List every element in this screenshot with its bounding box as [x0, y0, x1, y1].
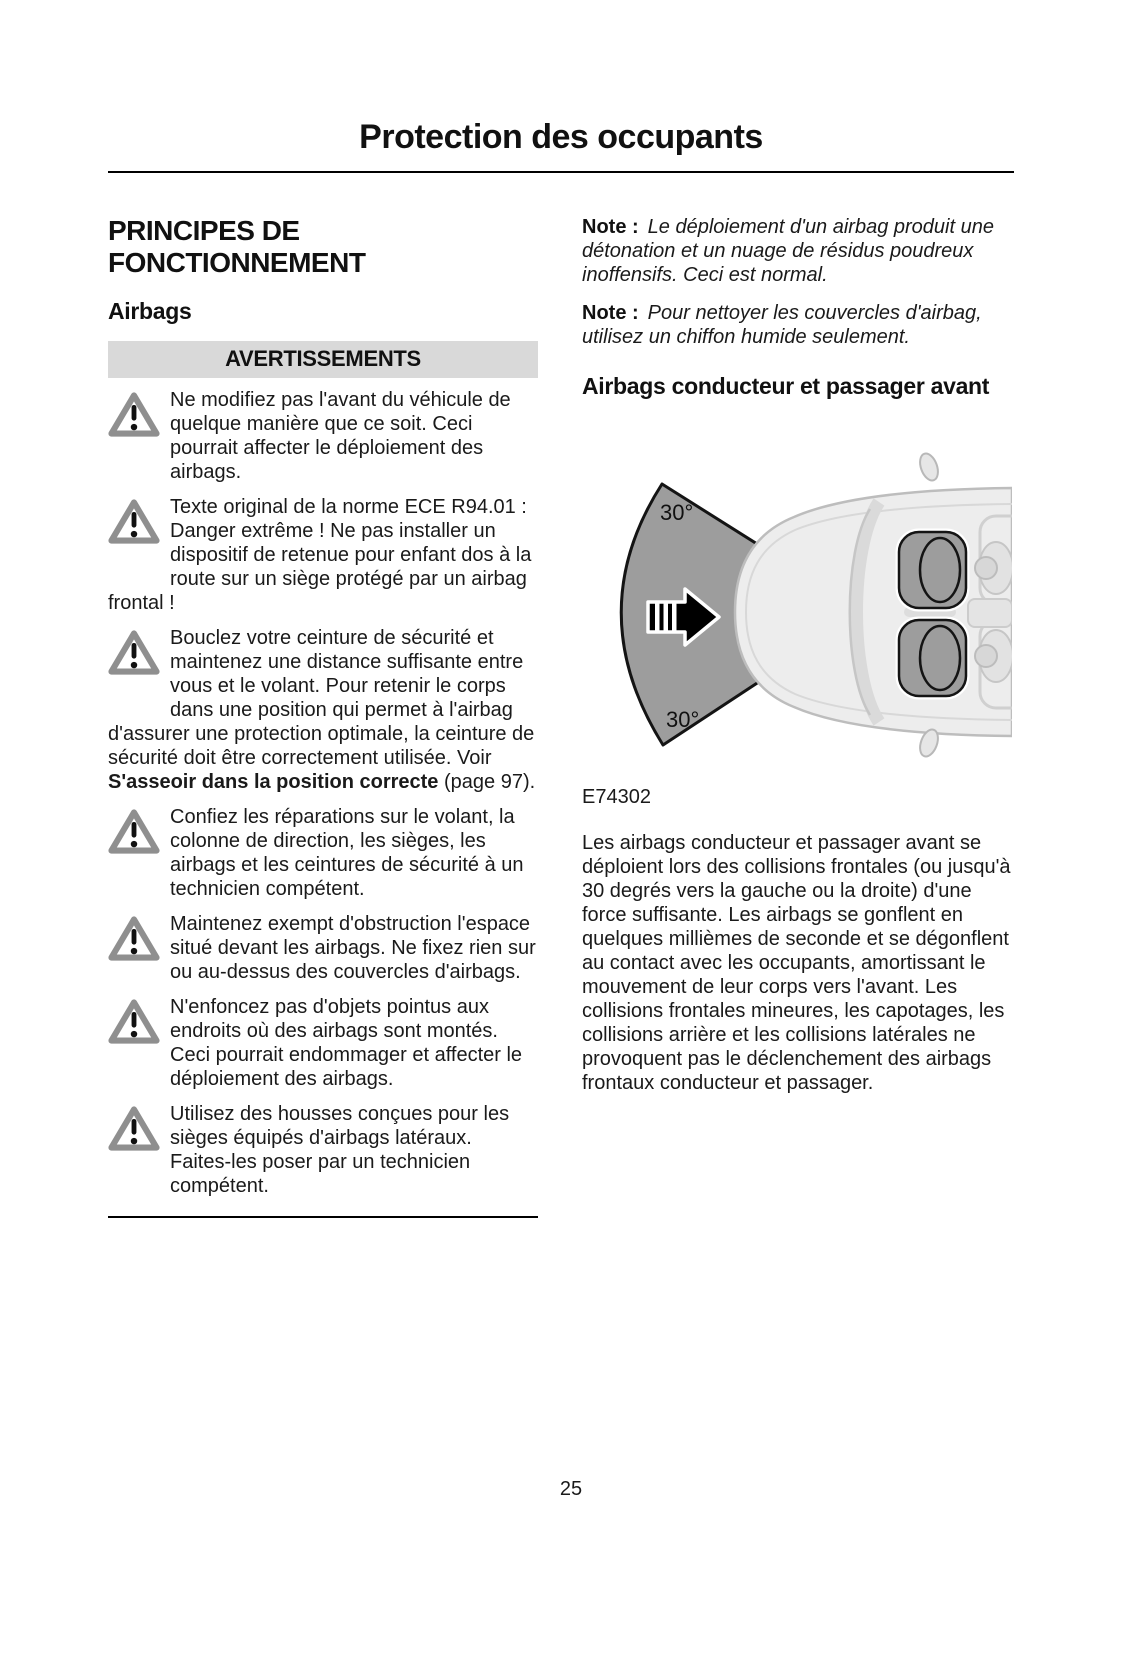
- note-text: Pour nettoyer les couvercles d'airbag, utilisez un chiffon humide seulement.: [582, 302, 982, 348]
- warning-text: Maintenez exempt d'obstruction l'espace situé devant les airbags. Ne fixez rien sur ou au-dessus des couvercles d'airbags.: [170, 912, 536, 983]
- page-title: Protection des occupants: [359, 118, 763, 156]
- warning-text: Confiez les réparations sur le volant, la colonne de direction, les sièges, les airbags et les ceintures de sécurité à un technicien compétent.: [170, 805, 524, 900]
- body-paragraph: Les airbags conducteur et passager avant se déploient lors des collisions frontales (ou jusqu'à 30 degrés vers la gauche ou la droite) d'une force suffisante. Les airbags se gonflent en quelques millièmes de seconde et se dégonflent au contact avec les occupants, amortissant le mouvement de leur corps vers l'avant. Les collisions frontales mineures, les capotages, les collisions arrière et les collisions latérales ne provoquent pas le déclenchement des airbags frontaux conducteur et passager.: [582, 832, 1011, 1095]
- two-column-layout: [108, 215, 1014, 1218]
- occupant-top-head: [975, 557, 997, 579]
- figure-caption: E74302: [582, 786, 651, 809]
- note-item: [582, 301, 1014, 349]
- warning-text: [108, 626, 538, 794]
- warning-item: [108, 388, 538, 484]
- warning-triangle-icon: [108, 915, 162, 985]
- side-mirror-top: [917, 451, 942, 483]
- warning-triangle-icon: [108, 629, 162, 699]
- airbag-deployment-figure: [582, 450, 1014, 809]
- page-number: 25: [559, 1478, 583, 1500]
- note-label: Note :: [582, 302, 639, 324]
- center-console: [968, 599, 1012, 627]
- angle-label-top: 30°: [660, 500, 694, 526]
- cross-reference-bold: S'asseoir dans la position correcte: [108, 770, 439, 793]
- warning-triangle-icon: [108, 391, 162, 461]
- warning-item: [108, 805, 538, 901]
- warning-text-after: (page 97).: [438, 770, 536, 793]
- subsection-heading-front-airbags: Airbags conducteur et passager avant: [582, 373, 990, 399]
- angle-label-bottom: 30°: [666, 707, 700, 733]
- warning-text-before: Bouclez votre ceinture de sécurité et maintenez une distance suffisante entre vous et le volant. Pour retenir le corps dans une position qui permet à l'airbag d'assurer une protection optimale, la ceinture de sécurité doit être correctement utilisée. Voir: [108, 626, 535, 769]
- note-text: Le déploiement d'un airbag produit une détonation et un nuage de résidus poudreux inoffensifs. Ceci est normal.: [582, 216, 994, 286]
- section-end-rule: [108, 1216, 538, 1218]
- warnings-banner: AVERTISSEMENTS: [108, 341, 538, 378]
- title-rule: [108, 171, 1014, 173]
- warning-item: [108, 495, 538, 615]
- note-item: [582, 215, 1014, 287]
- warning-triangle-icon: [108, 998, 162, 1068]
- section-heading-principles: PRINCIPES DE FONCTIONNEMENT: [108, 215, 366, 279]
- airbag-passenger: [899, 532, 966, 608]
- warning-item: [108, 912, 538, 984]
- right-column: [582, 215, 1014, 1218]
- warning-triangle-icon: [108, 808, 162, 878]
- note-label: Note :: [582, 216, 639, 238]
- left-column: [108, 215, 538, 1218]
- warning-text: Ne modifiez pas l'avant du véhicule de quelque manière que ce soit. Ceci pourrait affecter le déploiement des airbags.: [170, 388, 511, 483]
- warning-text: Utilisez des housses conçues pour les sièges équipés d'airbags latéraux. Faites-les poser par un technicien compétent.: [170, 1102, 510, 1197]
- car-top-view: [735, 451, 1012, 759]
- occupant-bottom-head: [975, 645, 997, 667]
- airbag-deployment-diagram: [582, 450, 1012, 760]
- warning-triangle-icon: [108, 498, 162, 568]
- warning-text: N'enfoncez pas d'objets pointus aux endroits où des airbags sont montés. Ceci pourrait endommager et affecter le déploiement des airbags.: [170, 995, 523, 1090]
- warning-triangle-icon: [108, 1105, 162, 1175]
- airbag-driver: [899, 620, 966, 696]
- subsection-heading-airbags: Airbags: [108, 297, 192, 324]
- warning-item: [108, 1102, 538, 1198]
- warning-text: Texte original de la norme ECE R94.01 : Danger extrême ! Ne pas installer un dispositif de retenue pour enfant dos à la route sur un siège protégé par un airbag frontal !: [108, 495, 532, 614]
- warning-item: [108, 626, 538, 794]
- warning-item: [108, 995, 538, 1091]
- page-header: [108, 118, 1014, 173]
